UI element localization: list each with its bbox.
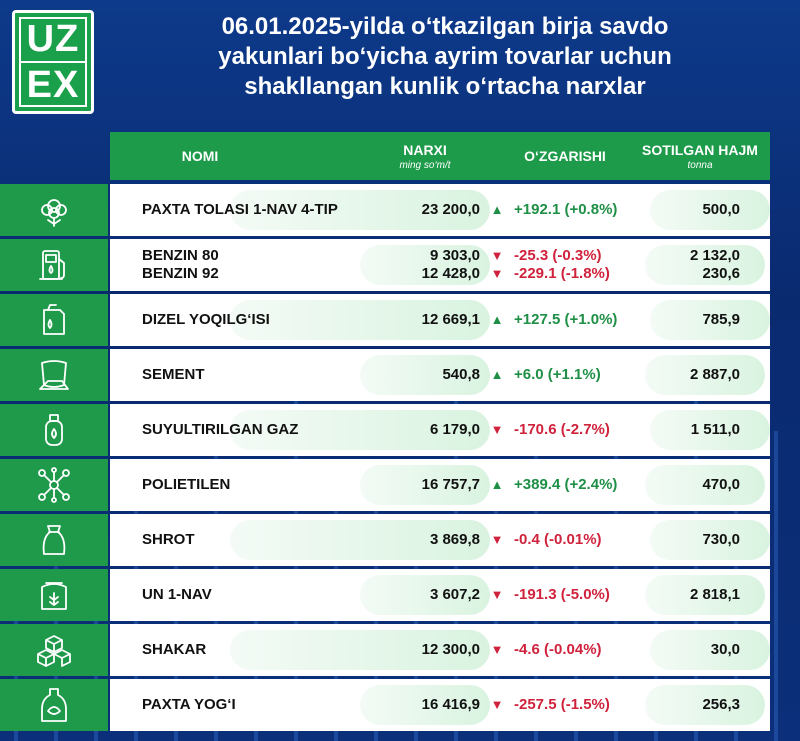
- change-line: [490, 311, 660, 329]
- commodity-volume-line: 256,3: [702, 696, 740, 713]
- table-row: [0, 514, 800, 566]
- change-line: [490, 421, 660, 439]
- commodity-volume-line: 2 818,1: [689, 586, 740, 603]
- commodity-volume: [650, 679, 740, 731]
- row-icon-cell: [0, 294, 108, 346]
- commodity-price: [360, 184, 480, 236]
- header-name-label: NOMI: [181, 148, 219, 164]
- commodity-volume-line: 730,0: [702, 531, 740, 548]
- header-price-label: NARXI: [403, 141, 447, 158]
- commodity-volume-line: 30,0: [710, 641, 740, 658]
- commodity-price-line: 16 757,7: [421, 476, 480, 493]
- header-volume: [630, 132, 770, 180]
- row-data-cell: [110, 514, 770, 566]
- row-data-cell: [110, 569, 770, 621]
- commodity-price-line: 12 428,0: [421, 265, 480, 282]
- commodity-change: [490, 514, 660, 566]
- commodity-volume-line: 2 887,0: [689, 366, 740, 383]
- molecule-icon: [34, 465, 74, 505]
- row-data-cell: [110, 239, 770, 291]
- commodity-name-line: UN 1-NAV: [142, 586, 212, 603]
- sugar-cubes-icon: [34, 630, 74, 670]
- logo-text-top: UZ: [26, 18, 80, 60]
- commodity-name: [142, 459, 230, 511]
- change-value: -191.3 (-5.0%): [514, 586, 610, 603]
- header-change: [490, 132, 640, 180]
- row-icon-cell: [0, 239, 108, 291]
- flour-sack-icon: [34, 575, 74, 615]
- table-row: [0, 569, 800, 621]
- row-icon-cell: [0, 349, 108, 401]
- change-line: [490, 366, 660, 384]
- commodity-name: [142, 404, 298, 456]
- header-name: [150, 132, 250, 180]
- jerrycan-icon: [34, 300, 74, 340]
- commodity-volume: [650, 184, 740, 236]
- change-line: [490, 476, 660, 494]
- commodity-change: [490, 404, 660, 456]
- table-row: [0, 459, 800, 511]
- arrow-down-icon: ▼: [490, 697, 504, 712]
- row-data-cell: [110, 404, 770, 456]
- commodity-volume: [650, 294, 740, 346]
- commodity-change: [490, 184, 660, 236]
- fuel-pump-icon: [34, 245, 74, 285]
- commodity-change: [490, 569, 660, 621]
- commodity-change: [490, 239, 660, 291]
- row-data-cell: [110, 624, 770, 676]
- commodity-change: [490, 349, 660, 401]
- arrow-down-icon: ▼: [490, 587, 504, 602]
- arrow-up-icon: ▲: [490, 367, 504, 382]
- change-value: -25.3 (-0.3%): [514, 247, 602, 264]
- commodity-change: [490, 294, 660, 346]
- change-value: -229.1 (-1.8%): [514, 265, 610, 282]
- change-value: +127.5 (+1.0%): [514, 311, 618, 328]
- cement-bag-icon: [34, 355, 74, 395]
- arrow-down-icon: ▼: [490, 642, 504, 657]
- table-row: [0, 404, 800, 456]
- commodity-price-line: 12 300,0: [421, 641, 480, 658]
- row-icon-cell: [0, 514, 108, 566]
- commodity-name: [142, 239, 219, 291]
- arrow-down-icon: ▼: [490, 266, 504, 281]
- arrow-up-icon: ▲: [490, 477, 504, 492]
- arrow-down-icon: ▼: [490, 248, 504, 263]
- change-value: -0.4 (-0.01%): [514, 531, 602, 548]
- oil-bottle-icon: [34, 685, 74, 725]
- commodity-volume: [650, 569, 740, 621]
- title-line-2: yakunlari bo‘yicha ayrim tovarlar uchun: [218, 43, 672, 70]
- commodity-price: [360, 569, 480, 621]
- commodity-volume-line: 230,6: [702, 265, 740, 282]
- row-data-cell: [110, 679, 770, 731]
- commodity-price: [360, 624, 480, 676]
- commodity-name-line: SHAKAR: [142, 641, 207, 658]
- header-price-unit: ming so‘m/t: [399, 159, 451, 171]
- commodity-price: [360, 239, 480, 291]
- commodity-name-line: SEMENT: [142, 366, 205, 383]
- commodity-name: [142, 184, 338, 236]
- table-row: [0, 624, 800, 676]
- commodity-price: [360, 679, 480, 731]
- gas-cylinder-icon: [34, 410, 74, 450]
- commodity-name: [142, 569, 212, 621]
- change-line: [490, 201, 660, 219]
- row-icon-cell: [0, 624, 108, 676]
- row-icon-cell: [0, 679, 108, 731]
- row-icon-cell: [0, 459, 108, 511]
- header-price: [365, 132, 485, 180]
- sack-icon: [34, 520, 74, 560]
- commodity-volume: [650, 349, 740, 401]
- commodity-volume: [650, 514, 740, 566]
- table-row: [0, 679, 800, 731]
- commodity-name-line: BENZIN 92: [142, 265, 219, 282]
- commodity-price-line: 6 179,0: [429, 421, 480, 438]
- title-line-3: shakllangan kunlik o‘rtacha narxlar: [244, 73, 646, 100]
- change-value: +389.4 (+2.4%): [514, 476, 618, 493]
- logo-text-bottom: EX: [26, 64, 80, 106]
- arrow-down-icon: ▼: [490, 532, 504, 547]
- change-line: [490, 531, 660, 549]
- commodity-name-line: SHROT: [142, 531, 195, 548]
- commodity-price-line: 16 416,9: [421, 696, 480, 713]
- change-value: +6.0 (+1.1%): [514, 366, 601, 383]
- row-data-cell: [110, 294, 770, 346]
- header-volume-unit: tonna: [687, 159, 713, 171]
- table-row: [0, 184, 800, 236]
- title-line-1: 06.01.2025-yilda o‘tkazilgan birja savdo: [221, 13, 669, 40]
- cotton-icon: [34, 190, 74, 230]
- commodity-name: [142, 514, 195, 566]
- commodity-price: [360, 349, 480, 401]
- table-header: [110, 132, 770, 180]
- change-line: [490, 586, 660, 604]
- commodity-volume: [650, 239, 740, 291]
- commodity-price-line: 23 200,0: [421, 201, 480, 218]
- header-change-label: O‘ZGARISHI: [524, 148, 606, 164]
- commodity-volume: [650, 624, 740, 676]
- commodity-volume-line: 2 132,0: [689, 247, 740, 264]
- row-icon-cell: [0, 569, 108, 621]
- commodity-name-line: POLIETILEN: [142, 476, 231, 493]
- header-volume-label: SOTILGAN HAJM: [642, 141, 758, 158]
- change-line: [490, 641, 660, 659]
- commodity-volume-line: 1 511,0: [690, 421, 740, 438]
- change-line: [490, 696, 660, 714]
- change-line: [490, 265, 660, 283]
- table-row: [0, 294, 800, 346]
- row-data-cell: [110, 459, 770, 511]
- change-value: -170.6 (-2.7%): [514, 421, 610, 438]
- commodity-name-line: DIZEL YOQILG‘ISI: [142, 311, 270, 328]
- change-line: [490, 247, 660, 265]
- commodity-price: [360, 294, 480, 346]
- commodity-price-line: 3 607,2: [429, 586, 480, 603]
- commodity-name-line: PAXTA TOLASI 1-NAV 4-TIP: [142, 201, 338, 218]
- uzex-logo: [12, 10, 94, 114]
- commodity-volume-line: 785,9: [702, 311, 740, 328]
- change-value: +192.1 (+0.8%): [514, 201, 618, 218]
- commodity-name: [142, 679, 236, 731]
- commodity-volume-line: 470,0: [702, 476, 740, 493]
- change-value: -257.5 (-1.5%): [514, 696, 610, 713]
- row-data-cell: [110, 349, 770, 401]
- commodity-name: [142, 349, 205, 401]
- commodity-price-line: 12 669,1: [421, 311, 480, 328]
- commodity-price-line: 540,8: [442, 366, 480, 383]
- commodity-price: [360, 404, 480, 456]
- commodity-name: [142, 294, 270, 346]
- change-value: -4.6 (-0.04%): [514, 641, 602, 658]
- row-icon-cell: [0, 404, 108, 456]
- arrow-down-icon: ▼: [490, 422, 504, 437]
- commodity-name-line: BENZIN 80: [142, 247, 219, 264]
- commodity-price-line: 9 303,0: [429, 247, 480, 264]
- table-row: [0, 349, 800, 401]
- logo-divider: [21, 61, 85, 63]
- commodity-change: [490, 624, 660, 676]
- arrow-up-icon: ▲: [490, 312, 504, 327]
- arrow-up-icon: ▲: [490, 202, 504, 217]
- commodity-name-line: SUYULTIRILGAN GAZ: [142, 421, 299, 438]
- commodity-change: [490, 459, 660, 511]
- commodity-name-line: PAXTA YOG‘I: [142, 696, 236, 713]
- commodity-price: [360, 459, 480, 511]
- commodity-change: [490, 679, 660, 731]
- row-icon-cell: [0, 184, 108, 236]
- commodity-volume-line: 500,0: [702, 201, 740, 218]
- commodity-volume: [650, 459, 740, 511]
- commodity-volume: [650, 404, 740, 456]
- table-row: [0, 239, 800, 291]
- row-data-cell: [110, 184, 770, 236]
- commodity-price: [360, 514, 480, 566]
- page-title: [120, 12, 770, 102]
- commodity-name: [142, 624, 206, 676]
- commodity-price-line: 3 869,8: [429, 531, 480, 548]
